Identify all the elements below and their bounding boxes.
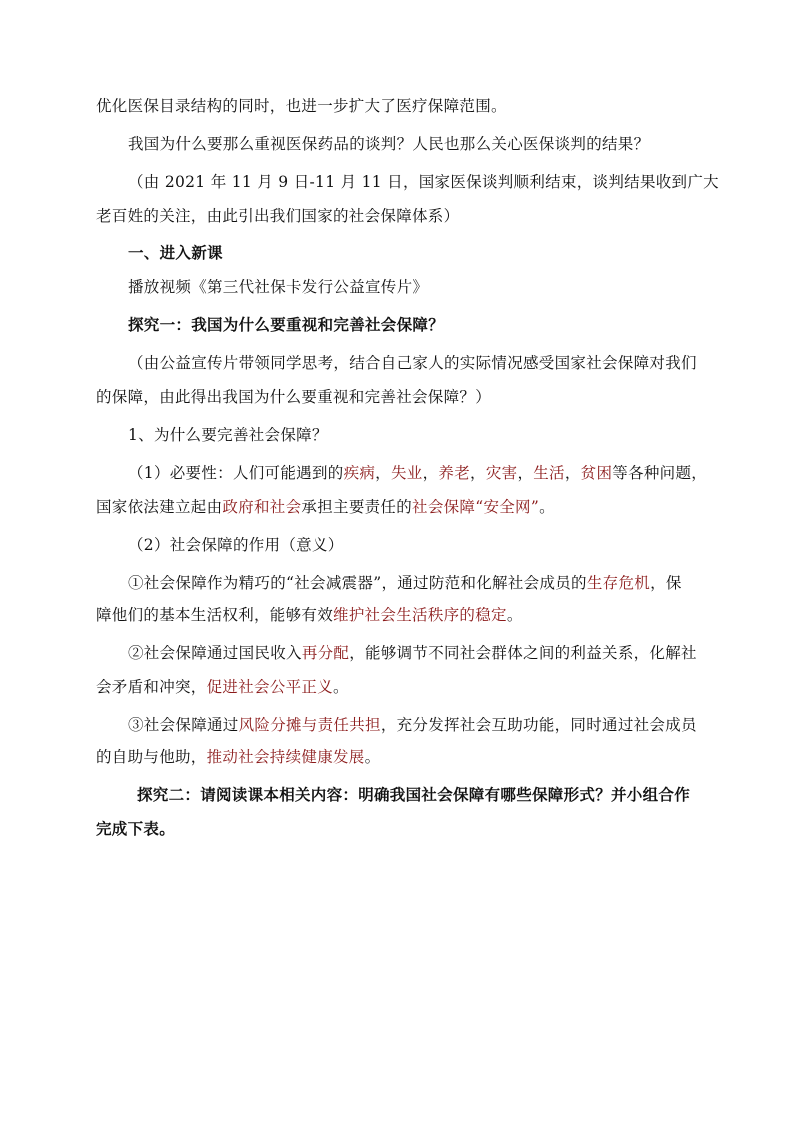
paragraph-line: 老百姓的关注，由此引出我们国家的社会保障体系） <box>96 207 460 225</box>
text-span: 承担主要责任的 <box>301 498 413 516</box>
text-span: ， <box>517 464 534 482</box>
text-span: 障他们的基本生活权利，能够有效 <box>96 606 334 624</box>
text-span: ，保 <box>650 574 682 592</box>
highlight-text: 促进社会公平正义 <box>206 678 334 696</box>
text-span: 会矛盾和冲突， <box>96 678 207 696</box>
paragraph-line: （由公益宣传片带领同学思考，结合自己家人的实际情况感受国家社会保障对我们 <box>128 354 697 372</box>
paragraph-line: 我国为什么要那么重视医保药品的谈判？人民也那么关心医保谈判的结果？ <box>128 135 650 153</box>
paragraph-line <box>96 677 698 697</box>
highlight-text: 政府和社会 <box>222 498 302 516</box>
text-span: 。 <box>539 498 555 516</box>
paragraph-line <box>96 497 698 517</box>
text-span: 国家依法建立起由 <box>96 498 223 516</box>
text-span: 。 <box>506 606 523 624</box>
text-span: ， <box>470 464 486 482</box>
text-span: 。 <box>333 678 349 696</box>
highlight-text: 生活 <box>533 464 565 482</box>
paragraph-line <box>128 715 698 735</box>
paragraph-line <box>96 747 698 767</box>
paragraph-line <box>96 605 698 625</box>
highlight-text: 社会保障“安全网” <box>412 498 540 516</box>
text-span: 。 <box>364 748 381 766</box>
paragraph-line: 优化医保目录结构的同时，也进一步扩大了医疗保障范围。 <box>96 97 507 115</box>
highlight-text: 维护社会生活秩序的稳定 <box>333 606 507 624</box>
highlight-text: 灾害 <box>485 464 518 482</box>
text-span: ，充分发挥社会互助功能，同时通过社会成员 <box>380 716 697 734</box>
section-heading: 一、进入新课 <box>128 243 223 262</box>
paragraph-line: 播放视频《第三代社保卡发行公益宣传片》 <box>128 278 429 296</box>
text-span: （1）必要性：人们可能遇到的 <box>128 464 344 482</box>
highlight-text: 生存危机 <box>586 574 651 592</box>
subheading: （2）社会保障的作用（意义） <box>128 536 344 554</box>
text-span: ③社会保障通过 <box>128 716 239 734</box>
paragraph-line: 的保障，由此得出我国为什么要重视和完善社会保障？） <box>96 388 492 406</box>
inquiry-heading-2: 探究二：请阅读课本相关内容：明确我国社会保障有哪些保障形式？并小组合作 <box>137 785 691 804</box>
text-span: ②社会保障通过国民收入 <box>128 644 302 662</box>
text-span: ， <box>422 464 439 482</box>
highlight-text: 疾病 <box>343 464 376 482</box>
highlight-text: 养老 <box>438 464 471 482</box>
text-span: ，能够调节不同社会群体之间的利益关系，化解社 <box>349 644 697 662</box>
text-span: 等各种问题， <box>612 464 708 482</box>
text-span: ， <box>375 464 391 482</box>
paragraph-line <box>128 573 698 593</box>
highlight-text: 再分配 <box>301 644 350 662</box>
inquiry-heading-1: 探究一：我国为什么要重视和完善社会保障？ <box>128 315 445 334</box>
paragraph-line <box>128 463 708 483</box>
question-heading: 1、为什么要完善社会保障？ <box>128 426 328 444</box>
paragraph-line <box>128 643 698 663</box>
text-span: 的自助与他助， <box>96 748 207 766</box>
highlight-text: 贫困 <box>580 464 613 482</box>
paragraph-line: （由 2021 年 11 月 9 日-11 月 11 日，国家医保谈判顺利结束，谈判结果收到广大 <box>128 173 719 191</box>
text-span: ， <box>564 464 581 482</box>
inquiry-heading-2-cont: 完成下表。 <box>96 819 176 838</box>
text-span: ①社会保障作为精巧的“社会减震器”，通过防范和化解社会成员的 <box>128 574 587 592</box>
highlight-text: 风险分摊与责任共担 <box>238 716 381 734</box>
highlight-text: 推动社会持续健康发展 <box>206 748 365 766</box>
highlight-text: 失业 <box>390 464 423 482</box>
